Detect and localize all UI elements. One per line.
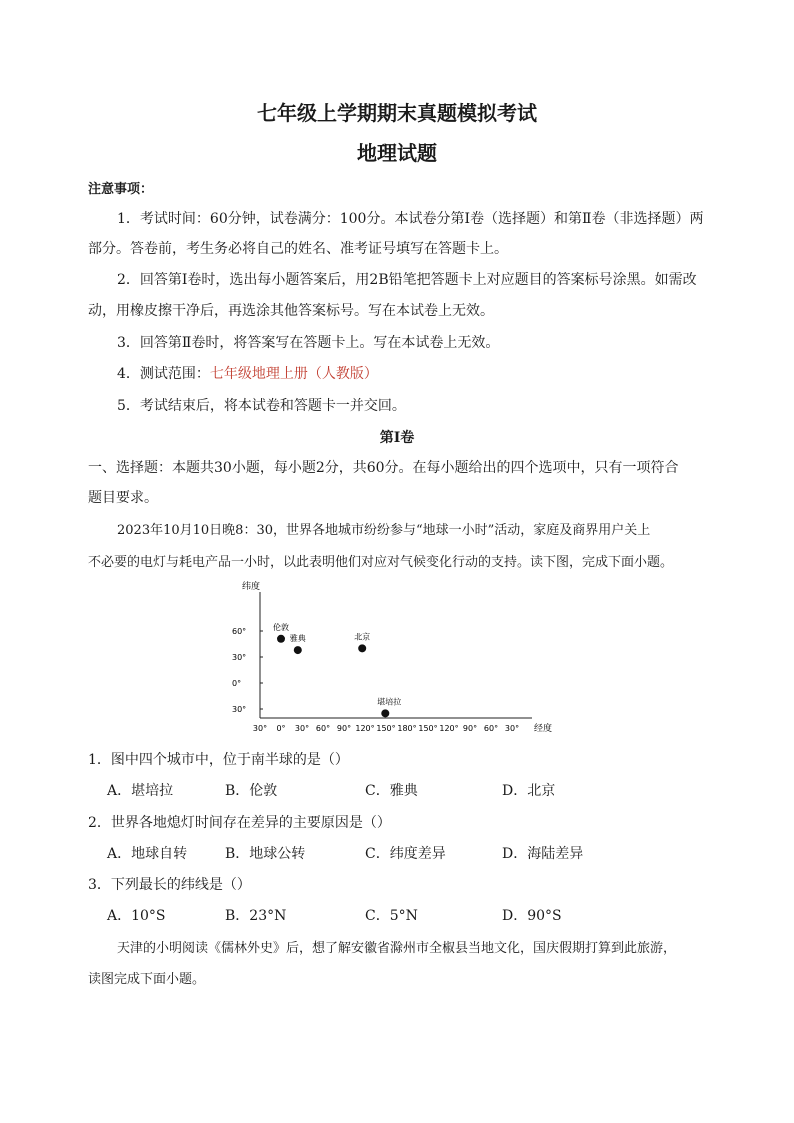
x-tick-label: 150°	[376, 724, 396, 733]
notice-item-2-line-1: 2．回答第Ⅰ卷时，选出每小题答案后，用2B铅笔把答题卡上对应题目的答案标号涂黑。如需改	[117, 272, 697, 288]
question-2-option-d[interactable]: D．海陆差异	[502, 846, 584, 862]
x-tick-label: 120°	[439, 724, 459, 733]
question-3-option-a[interactable]: A．10°S	[107, 908, 166, 924]
x-tick-label: 30°	[252, 724, 268, 733]
question-3-option-b[interactable]: B．23°N	[225, 908, 287, 924]
question-3-option-d[interactable]: D．90°S	[502, 908, 562, 924]
city-label: 堪培拉	[377, 697, 402, 707]
section-instruction-line-2: 题目要求。	[88, 490, 158, 506]
city-point	[381, 709, 389, 717]
question-1-option-a[interactable]: A．堪培拉	[107, 783, 174, 799]
section-instruction-line-1: 一、选择题：本题共30小题，每小题2分，共60分。在每小题给出的四个选项中，只有一项符合	[88, 460, 679, 476]
question-2-option-a[interactable]: A．地球自转	[107, 846, 188, 862]
city-location-figure	[232, 578, 562, 738]
passage-2-line-1: 天津的小明阅读《儒林外史》后，想了解安徽省滁州市全椒县当地文化，国庆假期打算到此旅游，	[117, 941, 677, 956]
x-tick-label: 30°	[504, 724, 520, 733]
city-point	[294, 646, 302, 654]
notice-item-1-line-2: 部分。答卷前，考生务必将自己的姓名、准考证号填写在答题卡上。	[88, 241, 508, 257]
question-3-option-c[interactable]: C．5°N	[365, 908, 418, 924]
question-1-option-c[interactable]: C．雅典	[365, 783, 418, 799]
city-point	[277, 635, 285, 643]
question-1-option-d[interactable]: D．北京	[502, 783, 556, 799]
question-2-option-c[interactable]: C．纬度差异	[365, 846, 446, 862]
notice-item-1-line-1: 1．考试时间：60分钟，试卷满分：100分。本试卷分第Ⅰ卷（选择题）和第Ⅱ卷（非选择题）两	[117, 211, 704, 227]
notice-item-3: 3．回答第Ⅱ卷时，将答案写在答题卡上。写在本试卷上无效。	[117, 335, 500, 351]
city-label: 雅典	[289, 634, 306, 644]
city-point	[358, 644, 366, 652]
y-tick-label: 30°	[232, 705, 247, 714]
x-tick-label: 0°	[276, 724, 286, 733]
passage-1-line-1: 2023年10月10日晚8：30，世界各地城市纷纷参与“地球一小时”活动，家庭及商界用户关上	[117, 523, 651, 538]
x-tick-label: 90°	[462, 724, 478, 733]
notice-item-2-line-2: 动，用橡皮擦干净后，再选涂其他答案标号。写在本试卷上无效。	[88, 303, 494, 319]
y-axis-title: 纬度	[242, 582, 261, 592]
x-tick-label: 30°	[294, 724, 310, 733]
exam-subtitle: 地理试题	[357, 141, 437, 165]
x-tick-label: 180°	[397, 724, 417, 733]
test-scope: 七年级地理上册（人教版）	[209, 366, 378, 382]
city-label: 伦敦	[273, 622, 289, 632]
y-tick-label: 60°	[232, 627, 247, 636]
question-2-option-b[interactable]: B．地球公转	[225, 846, 306, 862]
volume-heading: 第Ⅰ卷	[379, 430, 415, 446]
passage-2-line-2: 读图完成下面小题。	[88, 972, 206, 987]
city-label: 北京	[354, 632, 371, 642]
x-tick-label: 60°	[315, 724, 331, 733]
x-tick-label: 120°	[355, 724, 375, 733]
y-tick-label: 0°	[232, 679, 242, 688]
question-1-option-b[interactable]: B．伦敦	[225, 783, 278, 799]
x-tick-label: 90°	[336, 724, 352, 733]
question-2-stem: 2．世界各地熄灯时间存在差异的主要原因是（）	[88, 815, 391, 831]
notice-item-4	[117, 363, 378, 383]
exam-title: 七年级上学期期末真题模拟考试	[257, 101, 537, 125]
x-axis-title: 经度	[534, 724, 553, 734]
notice-item-4-prefix: 4．测试范围：	[117, 366, 210, 382]
x-tick-label: 150°	[418, 724, 438, 733]
passage-1-line-2: 不必要的电灯与耗电产品一小时，以此表明他们对应对气候变化行动的支持。读下图，完成下面小题。	[88, 555, 674, 570]
question-1-stem: 1．图中四个城市中，位于南半球的是（）	[88, 752, 349, 768]
notice-heading: 注意事项：	[88, 182, 154, 197]
notice-item-5: 5．考试结束后，将本试卷和答题卡一并交回。	[117, 398, 406, 414]
y-tick-label: 30°	[232, 653, 247, 662]
question-3-stem: 3．下列最长的纬线是（）	[88, 877, 251, 893]
x-tick-label: 60°	[483, 724, 499, 733]
